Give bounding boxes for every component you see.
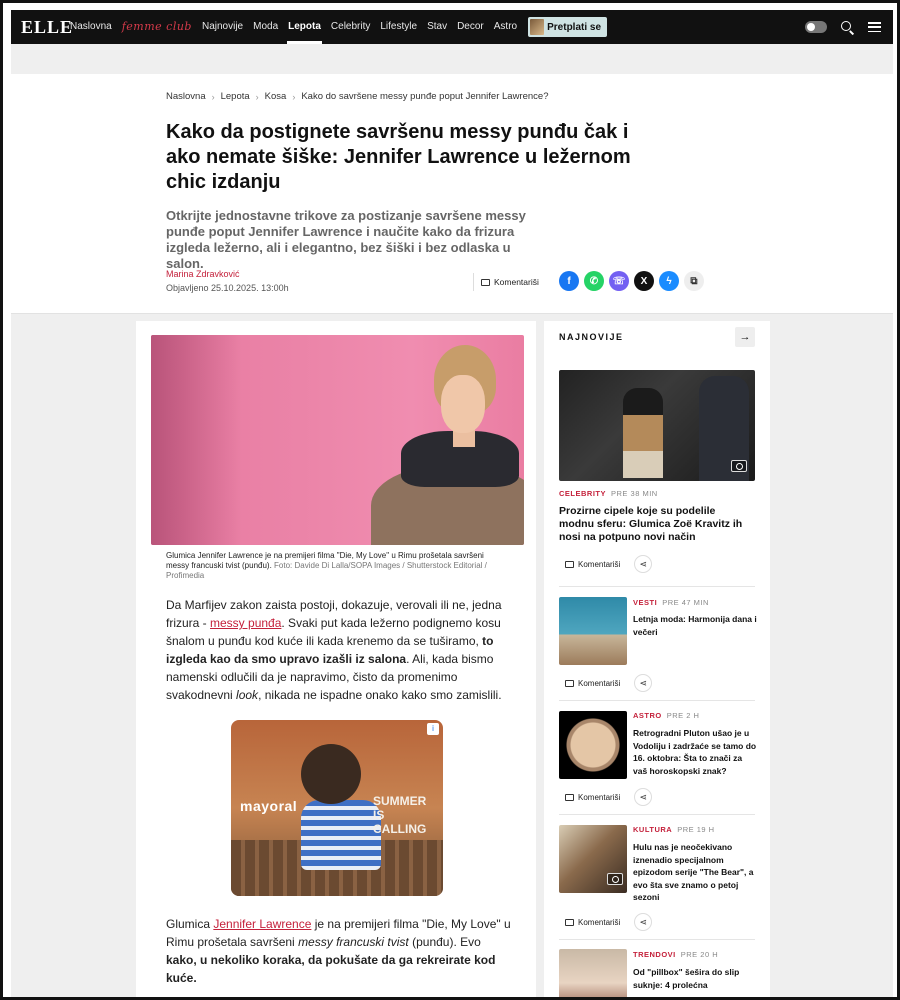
chevron-right-icon: ›	[292, 91, 296, 102]
news-thumbnail[interactable]	[559, 370, 755, 481]
dark-mode-toggle[interactable]	[805, 21, 827, 33]
paragraph-1: Da Marfijev zakon zaista postoji, dokazuje, verovali ili ne, jedna frizura - messy punđa. Svaki put kada ležerno podignemo kosu šnalom u punđu kod kuće ili kada krenemo da se tuširamo, to izgleda kao da smo upravo izašli iz salona. Ali, kada bismo namenski odlučili da je napravimo, čisto da promenimo svakodnevni look, nikada ne ispadne onako kako smo zamislili.	[166, 598, 502, 702]
nav-menu	[65, 10, 522, 44]
author-link[interactable]: Marina Zdravković	[166, 269, 240, 279]
share-icon[interactable]: ⋖	[634, 913, 652, 931]
messenger-icon[interactable]: ϟ	[659, 271, 679, 291]
share-icon[interactable]: ⋖	[634, 555, 652, 573]
news-meta	[633, 825, 715, 834]
breadcrumb-item-kosa[interactable]: Kosa	[264, 91, 287, 102]
subscribe-label: Pretplati se	[547, 21, 602, 33]
messy-punda-link[interactable]: messy punđa	[210, 616, 282, 630]
hero-image[interactable]	[151, 335, 524, 545]
news-time: PRE 20 H	[680, 950, 719, 959]
news-category[interactable]: KULTURA	[633, 825, 673, 834]
camera-icon	[607, 873, 623, 885]
news-title[interactable]: Od "pillbox" šešira do slip suknje: 4 prolećna	[633, 967, 740, 990]
news-category[interactable]: TRENDOVI	[633, 950, 676, 959]
news-thumbnail[interactable]	[559, 597, 627, 665]
nav-item-femme-club[interactable]: femme club	[121, 20, 192, 33]
news-actions	[565, 913, 652, 931]
elle-logo[interactable]: ELLE	[21, 16, 74, 37]
top-navigation	[11, 10, 893, 44]
divider	[559, 814, 755, 815]
facebook-icon[interactable]: f	[559, 271, 579, 291]
camera-icon	[731, 460, 747, 472]
comment-label: Komentariši	[494, 277, 539, 287]
search-icon[interactable]	[841, 21, 854, 34]
news-time: PRE 38 MIN	[611, 489, 658, 498]
nav-item-astro[interactable]: Astro	[493, 21, 518, 32]
nav-item-najnovije[interactable]: Najnovije	[201, 21, 244, 32]
arrow-right-icon[interactable]: →	[735, 327, 755, 347]
comment-icon	[565, 794, 574, 801]
news-title[interactable]: Retrogradni Pluton ušao je u Vodoliju i zadržaće se tamo do 16. oktobra: Šta to znači za vaš horoskopski znak?	[633, 728, 757, 776]
comment-button[interactable]	[473, 273, 539, 291]
nav-item-naslovna[interactable]: Naslovna	[70, 21, 112, 32]
hamburger-menu-icon[interactable]	[868, 22, 881, 32]
news-time: PRE 2 H	[666, 711, 700, 720]
news-time: PRE 19 H	[677, 825, 715, 834]
comment-link[interactable]: Komentariši	[578, 559, 621, 569]
image-caption	[166, 551, 506, 581]
nav-item-lepota[interactable]: Lepota	[283, 10, 326, 44]
news-meta	[633, 598, 709, 607]
comment-link[interactable]: Komentariši	[578, 792, 621, 802]
copy-link-icon[interactable]: ⧉	[684, 271, 704, 291]
divider	[559, 939, 755, 940]
share-buttons	[559, 271, 704, 291]
chevron-right-icon: ›	[255, 91, 259, 102]
breadcrumb-item-current: Kako do savršene messy punđe poput Jennifer Lawrence?	[301, 91, 549, 102]
comment-link[interactable]: Komentariši	[578, 678, 621, 688]
nav-item-decor[interactable]: Decor	[457, 21, 484, 32]
nav-item-moda[interactable]: Moda	[253, 21, 279, 32]
ad-info-icon[interactable]: i	[427, 723, 439, 735]
news-category[interactable]: ASTRO	[633, 711, 662, 720]
magazine-cover-icon	[530, 19, 544, 35]
published-date: Objavljeno 25.10.2025. 13:00h	[166, 283, 289, 293]
article-title: Kako da postignete savršenu messy punđu čak i ako nemate šiške: Jennifer Lawrence u ležernom chic izdanju	[166, 121, 631, 193]
news-title[interactable]: Hulu nas je neočekivano iznenadio specijalnom epizodom serije "The Bear", a evo šta sve znamo o petoj sezoni	[633, 842, 754, 902]
paragraph-2: Glumica Jennifer Lawrence je na premijeri filma "Die, My Love" u Rimu prošetala savršeni messy francuski tvist (punđu). Evo kako, u nekoliko koraka, da pokušate da ga rekreirate kod kuće.	[166, 917, 511, 985]
viber-icon[interactable]: ☏	[609, 271, 629, 291]
whatsapp-icon[interactable]: ✆	[584, 271, 604, 291]
subscribe-button[interactable]	[528, 17, 607, 37]
news-thumbnail[interactable]	[559, 711, 627, 779]
news-actions	[565, 674, 652, 692]
advertisement[interactable]	[231, 720, 443, 896]
nav-tools	[805, 21, 881, 34]
news-meta	[633, 711, 699, 720]
nav-item-stav[interactable]: Stav	[427, 21, 448, 32]
nav-item-lifestyle[interactable]: Lifestyle	[380, 21, 418, 32]
comment-icon	[565, 919, 574, 926]
divider	[559, 586, 755, 587]
breadcrumb-item-lepota[interactable]: Lepota	[220, 91, 250, 102]
comment-icon	[565, 561, 574, 568]
share-icon[interactable]: ⋖	[634, 788, 652, 806]
sidebar-heading: NAJNOVIJE	[559, 332, 624, 342]
ad-tagline: SUMMER IS CALLING	[373, 794, 427, 836]
comment-icon	[565, 680, 574, 687]
caption-text: Glumica Jennifer Lawrence je na premijeri filma "Die, My Love" u Rimu prošetala savršeni messy francuski tvist (punđu).	[166, 551, 484, 570]
nav-item-celebrity[interactable]: Celebrity	[330, 21, 371, 32]
news-meta	[559, 489, 658, 498]
x-icon[interactable]: X	[634, 271, 654, 291]
comment-link[interactable]: Komentariši	[578, 917, 621, 927]
news-category[interactable]: CELEBRITY	[559, 489, 607, 498]
news-thumbnail[interactable]	[559, 825, 627, 893]
news-title[interactable]: Letnja moda: Harmonija dana i večeri	[633, 614, 757, 637]
breadcrumb-item-naslovna[interactable]: Naslovna	[166, 91, 206, 102]
news-actions	[565, 788, 652, 806]
ad-brand: mayoral	[240, 798, 298, 814]
news-time: PRE 47 MIN	[662, 598, 709, 607]
chevron-right-icon: ›	[211, 91, 215, 102]
news-category[interactable]: VESTI	[633, 598, 658, 607]
news-thumbnail[interactable]	[559, 949, 627, 1000]
breadcrumb	[166, 91, 548, 102]
photo-credit: Foto: Davide Di Lalla/SOPA Images / Shutterstock Editorial / Profimedia	[166, 561, 487, 580]
news-meta	[633, 950, 718, 959]
share-icon[interactable]: ⋖	[634, 674, 652, 692]
comment-icon	[481, 279, 490, 286]
news-title[interactable]: Prozirne cipele koje su podelile modnu sferu: Glumica Zoë Kravitz ih nosi na potpuno novi način	[559, 505, 743, 543]
news-actions	[565, 555, 652, 573]
jennifer-lawrence-link[interactable]: Jennifer Lawrence	[213, 917, 312, 931]
ad-banner-placeholder	[11, 44, 893, 74]
divider	[559, 700, 755, 701]
article-lead: Otkrijte jednostavne trikove za postizanje savršene messy punđe poput Jennifer Lawrence i naučite kako da frizura izgleda ležerno, ali i elegantno, bez šiški i bez odlaska u salon.	[166, 208, 526, 271]
